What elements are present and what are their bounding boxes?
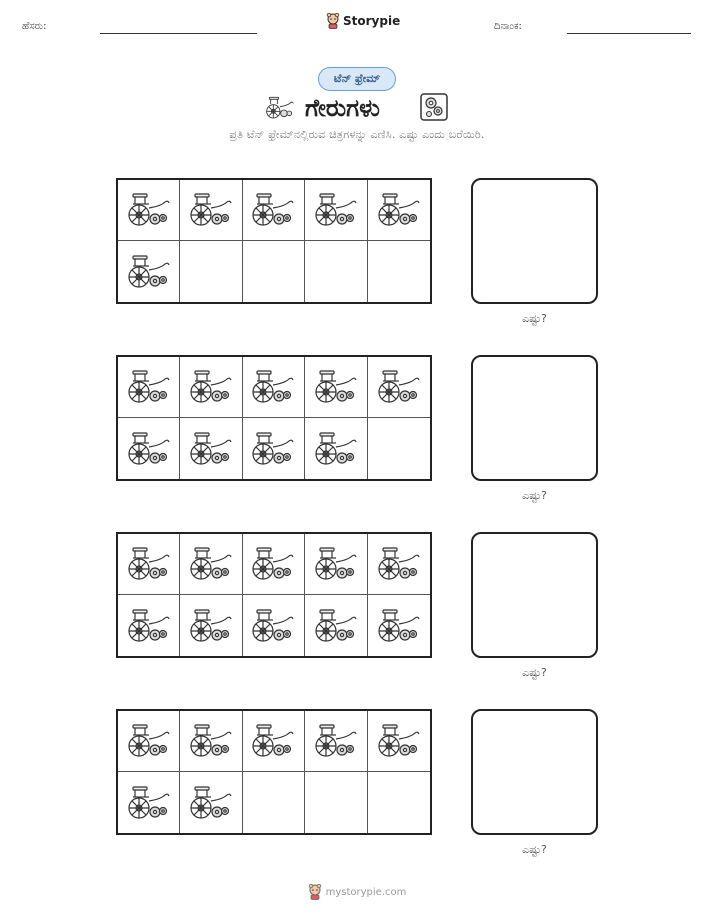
ten-frame-cell	[243, 772, 305, 833]
date-label: ದಿನಾಂಕ:	[494, 21, 522, 32]
gear-cart-icon	[251, 431, 295, 467]
ten-frame-cell	[243, 241, 305, 302]
ten-frame-cell	[118, 180, 180, 241]
ten-frame-cell	[180, 595, 242, 656]
ten-frame-cell	[243, 418, 305, 479]
gear-cart-icon	[189, 431, 233, 467]
ten-frame-cell	[368, 711, 430, 772]
ten-frame-cell	[305, 534, 367, 595]
ten-frame-cell	[118, 357, 180, 418]
gear-cart-icon	[127, 431, 171, 467]
ten-frame-cell	[180, 772, 242, 833]
ten-frame-cell	[243, 357, 305, 418]
gear-machine-icon	[420, 93, 448, 121]
ten-frame-4	[116, 709, 432, 835]
ten-frame-cell	[180, 534, 242, 595]
gear-cart-icon	[127, 723, 171, 759]
ten-frame-cell	[243, 595, 305, 656]
gear-cart-icon	[189, 785, 233, 821]
gear-cart-icon	[127, 608, 171, 644]
gear-cart-icon	[314, 608, 358, 644]
brand-name: Storypie	[343, 14, 401, 28]
ten-frame-cell	[243, 711, 305, 772]
brand-logo	[326, 13, 400, 29]
gear-cart-icon	[314, 723, 358, 759]
ten-frame-cell	[368, 357, 430, 418]
ten-frame-cell	[180, 357, 242, 418]
gear-cart-icon	[377, 608, 421, 644]
ten-frame-cell	[368, 595, 430, 656]
answer-box-2[interactable]	[471, 355, 598, 481]
gear-cart-icon	[189, 546, 233, 582]
gear-cart-icon	[251, 723, 295, 759]
gear-cart-icon	[189, 723, 233, 759]
ten-frame-cell	[305, 357, 367, 418]
gear-cart-icon	[127, 546, 171, 582]
gear-cart-icon	[127, 192, 171, 228]
ten-frame-cell	[118, 772, 180, 833]
instructions: ಪ್ರತಿ ಟೆನ್ ಫ್ರೇಮ್‌ನಲ್ಲಿರುವ ಚಿತ್ರಗಳನ್ನು ಎಣಿಸಿ. ಎಷ್ಟು ಎಂದು ಬರೆಯಿರಿ.	[229, 128, 485, 141]
gear-cart-icon	[314, 431, 358, 467]
ten-frame-cell	[118, 241, 180, 302]
footer	[0, 884, 714, 900]
answer-question: ಎಷ್ಟು?	[522, 666, 547, 679]
ten-frame-cell	[180, 711, 242, 772]
storypie-mascot-icon	[308, 884, 322, 900]
ten-frame-badge: ಟೆನ್ ಫ್ರೇಮ್	[318, 67, 396, 91]
ten-frame-cell	[368, 241, 430, 302]
gear-cart-icon	[314, 546, 358, 582]
ten-frame-cell	[305, 418, 367, 479]
ten-frame-cell	[118, 534, 180, 595]
ten-frame-cell	[368, 180, 430, 241]
ten-frame-cell	[368, 418, 430, 479]
gear-cart-icon	[127, 369, 171, 405]
gear-cart-icon	[251, 608, 295, 644]
gear-cart-icon	[251, 369, 295, 405]
ten-frame-cell	[305, 241, 367, 302]
gear-cart-icon	[314, 369, 358, 405]
gear-cart-icon	[377, 723, 421, 759]
gear-cart-icon	[251, 192, 295, 228]
gear-cart-icon	[264, 96, 296, 120]
title-row	[0, 92, 714, 124]
ten-frame-cell	[243, 180, 305, 241]
gear-cart-icon	[377, 546, 421, 582]
gear-cart-icon	[127, 254, 171, 290]
ten-frame-cell	[305, 595, 367, 656]
ten-frame-2	[116, 355, 432, 481]
ten-frame-cell	[180, 180, 242, 241]
ten-frame-cell	[368, 772, 430, 833]
page-title: ಗೇರುಗಳು	[305, 94, 380, 122]
ten-frame-cell	[118, 595, 180, 656]
ten-frame-cell	[305, 180, 367, 241]
answer-box-1[interactable]	[471, 178, 598, 304]
gear-cart-icon	[377, 192, 421, 228]
answer-box-4[interactable]	[471, 709, 598, 835]
name-line[interactable]	[100, 33, 257, 34]
gear-cart-icon	[189, 369, 233, 405]
ten-frame-cell	[368, 534, 430, 595]
ten-frame-cell	[118, 711, 180, 772]
answer-question: ಎಷ್ಟು?	[522, 843, 547, 856]
gear-cart-icon	[377, 369, 421, 405]
ten-frame-cell	[243, 534, 305, 595]
ten-frame-cell	[180, 241, 242, 302]
ten-frame-cell	[180, 418, 242, 479]
footer-url: mystorypie.com	[325, 886, 407, 898]
name-label: ಹೆಸರು:	[22, 21, 47, 32]
gear-cart-icon	[251, 546, 295, 582]
ten-frame-cell	[118, 418, 180, 479]
storypie-mascot-icon	[326, 13, 340, 29]
gear-cart-icon	[314, 192, 358, 228]
answer-box-3[interactable]	[471, 532, 598, 658]
answer-question: ಎಷ್ಟು?	[522, 312, 547, 325]
gear-cart-icon	[127, 785, 171, 821]
ten-frame-cell	[305, 772, 367, 833]
date-line[interactable]	[567, 33, 691, 34]
worksheet-header	[0, 0, 714, 50]
answer-question: ಎಷ್ಟು?	[522, 489, 547, 502]
ten-frame-3	[116, 532, 432, 658]
ten-frame-1	[116, 178, 432, 304]
gear-cart-icon	[189, 192, 233, 228]
gear-cart-icon	[189, 608, 233, 644]
ten-frame-cell	[305, 711, 367, 772]
